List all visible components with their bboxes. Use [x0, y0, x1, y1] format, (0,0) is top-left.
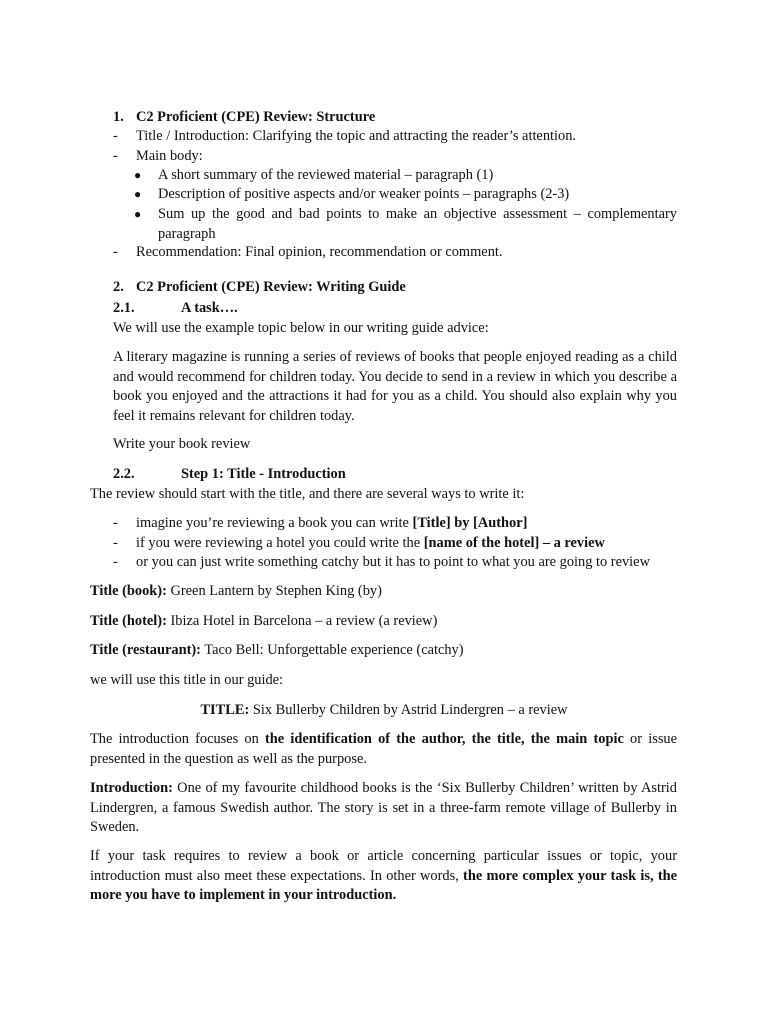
bullet-dot-icon: ●: [134, 207, 142, 221]
structure-bullet: Sum up the good and bad points to make an objective assessment – complementary paragraph: [158, 206, 677, 242]
bullet-dot-icon: ●: [134, 168, 142, 182]
task-paragraph: A literary magazine is running a series of reviews of books that people enjoyed reading as a child and would recommend for children today. You decide to send in a review in which you describe a book you enjoyed and the attractions it had for you as a child. You should also explain why you feel it remains relevant for children today.: [113, 349, 677, 424]
structure-title-intro: Title / Introduction: Clarifying the topic and attracting the reader’s attention.: [136, 128, 577, 144]
subsection-number: 2.1.: [113, 300, 135, 316]
section1-heading: C2 Proficient (CPE) Review: Structure: [136, 109, 376, 125]
subsection-heading: A task….: [181, 300, 238, 316]
structure-recommendation: Recommendation: Final opinion, recommendation or comment.: [136, 244, 503, 260]
title-example: Title (hotel): Ibiza Hotel in Barcelona – a review (a review): [90, 613, 438, 629]
complex-task-paragraph: If your task requires to review a book or article concerning particular issues or topic, your introduction must also meet these expectations. In other words, the more complex your task is, the more you have to implement in your introduction.: [90, 848, 677, 903]
section1-number: 1.: [113, 109, 124, 125]
dash-marker: -: [113, 554, 118, 570]
dash-marker: -: [113, 535, 118, 551]
dash-marker: -: [113, 515, 118, 531]
title-way-item: if you were reviewing a hotel you could write the [name of the hotel] – a review: [136, 535, 605, 551]
title-ways-intro: The review should start with the title, and there are several ways to write it:: [90, 486, 525, 502]
bullet-dot-icon: ●: [134, 187, 142, 201]
subsection-heading: Step 1: Title - Introduction: [181, 466, 346, 482]
title-way-item: imagine you’re reviewing a book you can write [Title] by [Author]: [136, 515, 528, 531]
dash-marker: -: [113, 128, 118, 144]
title-example: Title (restaurant): Taco Bell: Unforgettable experience (catchy): [90, 642, 464, 658]
guide-title-intro: we will use this title in our guide:: [90, 672, 284, 688]
title-example: Title (book): Green Lantern by Stephen King (by): [90, 583, 382, 599]
subsection-number: 2.2.: [113, 466, 135, 482]
introduction-example-paragraph: Introduction: One of my favourite childhood books is the ‘Six Bullerby Children’ written by Astrid Lindergren, a famous Swedish author. The story is set in a three-farm remote village of Bullerby in Sweden.: [90, 780, 677, 835]
introduction-focus-paragraph: The introduction focuses on the identification of the author, the title, the main topic or issue presented in the question as well as the purpose.: [90, 731, 678, 767]
section2-heading: C2 Proficient (CPE) Review: Writing Guide: [136, 279, 406, 295]
structure-main-body: Main body:: [136, 148, 203, 164]
task-instruction: Write your book review: [113, 436, 251, 452]
section2-number: 2.: [113, 279, 124, 295]
guide-intro-text: We will use the example topic below in our writing guide advice:: [113, 320, 489, 336]
dash-marker: -: [113, 244, 118, 260]
dash-marker: -: [113, 148, 118, 164]
structure-bullet: A short summary of the reviewed material – paragraph (1): [158, 167, 494, 183]
guide-title: TITLE: Six Bullerby Children by Astrid Lindergren – a review: [200, 702, 568, 718]
title-way-item: or you can just write something catchy but it has to point to what you are going to review: [136, 554, 650, 570]
structure-bullet: Description of positive aspects and/or weaker points – paragraphs (2-3): [158, 186, 570, 202]
